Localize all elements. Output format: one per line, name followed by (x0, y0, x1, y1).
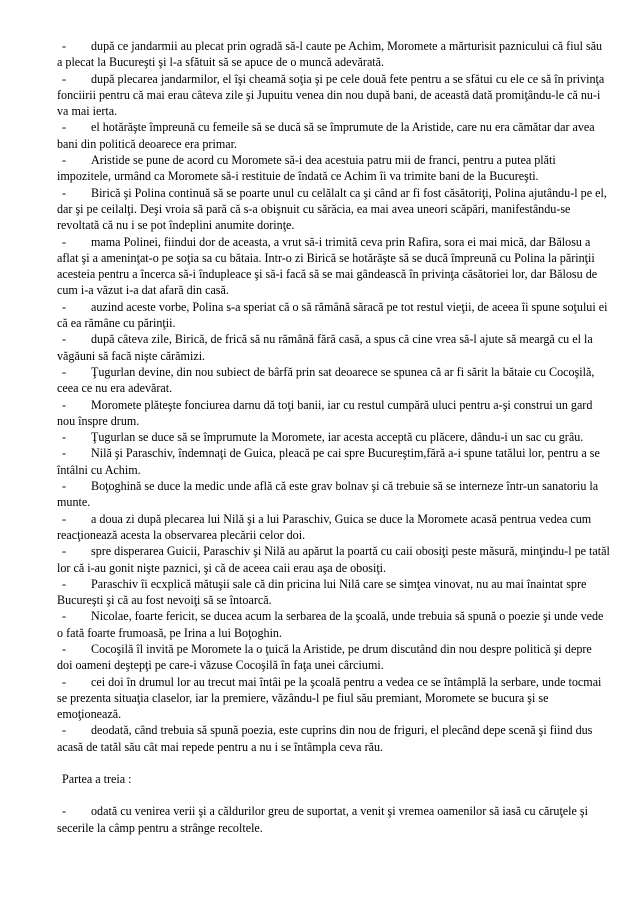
summary-item (57, 803, 610, 836)
bullet-dash: - (62, 430, 67, 445)
summary-item (57, 445, 610, 478)
summary-item (57, 152, 610, 185)
summary-item (57, 71, 610, 120)
bullet-dash: - (62, 397, 67, 412)
summary-item (57, 119, 610, 152)
summary-item-text: cei doi în drumul lor au trecut mai întâi pe la şcoală pentru a vedea ce se întâmplă la serbare, unde tocmai se prezenta situaţia claselor, iar la premiere, văzându-l pe fiul său premiant, Moromete se bucura şi se emoţionează. (57, 674, 602, 722)
bullet-dash: - (62, 364, 67, 379)
summary-item-text: Cocoşilă îl invită pe Moromete la o ţuică la Aristide, pe drum discutând din nou despre politică şi depre doi oameni deştepţi pe care-i văzuse Cocoşilă în faţa unei cârciumi. (57, 641, 592, 673)
bullet-dash: - (62, 234, 67, 249)
summary-item (57, 299, 610, 332)
bullet-dash: - (62, 641, 67, 656)
bullet-dash: - (62, 332, 67, 347)
summary-item (57, 364, 610, 397)
summary-item (57, 722, 610, 755)
summary-item-text: Boţoghină se duce la medic unde află că este grav bolnav şi că trebuie să se interneze într-un sanatoriu la munte. (57, 479, 599, 510)
summary-item-text: după câteva zile, Birică, de frică să nu rămână fără casă, a spus că cine vrea să-l ajute să meargă cu el la văgăuni să facă nişte cărămizi. (57, 332, 593, 363)
bullet-dash: - (62, 39, 67, 53)
summary-item-text: după ce jandarmii au plecat prin ogradă să-l caute pe Achim, Moromete a mărturisit paznicului că fiul său a plecat la Bucureşti şi l-a sfătuit să se apuce de o muncă adevărată. (57, 39, 603, 70)
summary-item (57, 641, 610, 674)
bullet-dash: - (62, 804, 67, 819)
summary-item (57, 478, 610, 511)
bullet-dash: - (62, 479, 67, 494)
summary-item (57, 576, 610, 609)
bullet-dash: - (62, 153, 67, 168)
summary-item-text: auzind aceste vorbe, Polina s-a speriat că o să rămână săracă pe tot restul vieţii, de aceea îi spune soţului ei că ea rămâne cu părinţii. (57, 299, 608, 331)
summary-item-text: Ţugurlan devine, din nou subiect de bârfă prin sat deoarece se spunea că ar fi sărit la bătaie cu Cocoşilă, ceea ce nu era adevărat. (57, 364, 595, 396)
summary-item (57, 511, 610, 544)
summary-item-text: după plecarea jandarmilor, el îşi cheamă soţia şi pe cele două fete pentru a se sfătui cu ele ce să în privinţa fonciirii pentru că mai erau câteva zile şi Jupuitu venea din nou după bani, de această dată promiţându-le că nu-i va mai ierta. (57, 71, 605, 119)
summary-item (57, 38, 610, 71)
summary-item (57, 185, 610, 234)
summary-item-text: Nicolae, foarte fericit, se ducea acum la serbarea de la şcoală, unde trebuia să spună o poezie şi unde vede o fată foarte frumoasă, pe Irina a lui Boţoghin. (57, 609, 604, 640)
summary-item-text: mama Polinei, fiindui dor de aceasta, a vrut să-i trimită ceva prin Rafira, sora ei mai mică, dar Bălosu a aflat şi a ameninţat-o pe soţia sa cu bătaia. Intr-o zi Birică se hotărăşte să se ducă împreună cu Polina la părinţii acesteia pentru a încerca să-i îndupleace şi să-i facă să se mai gândească în privinţa căsătoriei lor, dar Bălosu de cum i-a văzut i-a dat afară din casă. (57, 234, 598, 298)
summary-item (57, 608, 610, 641)
bullet-dash: - (62, 185, 67, 200)
bullet-dash: - (62, 544, 67, 559)
summary-list-part-two (57, 38, 610, 755)
summary-item-text: Moromete plăteşte fonciurea darnu dă toţi banii, iar cu restul cumpără uluci pentru a-şi construi un gard nou înspre drum. (57, 397, 593, 428)
summary-item (57, 543, 610, 576)
summary-item (57, 674, 610, 723)
bullet-dash: - (62, 723, 67, 738)
bullet-dash: - (62, 674, 67, 689)
summary-item-text: Ţugurlan se duce să se împrumute la Moromete, iar acesta acceptă cu plăcere, dându-i un sac cu grâu. (91, 430, 584, 445)
summary-item-text: Aristide se pune de acord cu Moromete să-i dea acestuia patru mii de franci, pentru a putea plăti impozitele, urmând ca Moromete să-i restituie de îndată ce Achim îi va trimite bani de la Bucureşti. (57, 153, 556, 184)
summary-list-part-three (57, 803, 610, 836)
summary-item-text: deodată, când trebuia să spună poezia, este cuprins din nou de friguri, el plecând depe scenă şi fiind dus acasă de tatăl său cât mai repede pentru a nu i se întâmpla ceva rău. (57, 723, 593, 754)
bullet-dash: - (62, 299, 67, 314)
summary-item-text: spre disperarea Guicii, Paraschiv şi Nilă au apărut la poartă cu caii obosiţi peste măsură, minţindu-l pe tatăl lor că i-au gonit nişte paznici, şi că de aceea caii erau aşa de obosiţi. (57, 544, 610, 575)
summary-item (57, 331, 610, 364)
bullet-dash: - (62, 609, 67, 624)
bullet-dash: - (62, 120, 67, 135)
summary-item-text: el hotărăşte împreună cu femeile să se ducă să se împrumute de la Aristide, care nu era cămătar dar avea bani din politică deoarece era primar. (57, 120, 595, 151)
summary-item-text: Paraschiv îi ecxplică mătuşii sale că din pricina lui Nilă care se simţea vinovat, nu au mai înaintat spre Bucureşti şi că au fost nevoiţi să se întoarcă. (57, 576, 587, 608)
summary-item-text: a doua zi după plecarea lui Nilă şi a lui Paraschiv, Guica se duce la Moromete acasă pentrua vedea cum reacţionează acesta la observarea plecării celor doi. (57, 511, 592, 542)
bullet-dash: - (62, 576, 67, 591)
bullet-dash: - (62, 71, 67, 86)
summary-item-text: odată cu venirea verii şi a căldurilor greu de suportat, a venit şi vremea oamenilor să iasă cu căruţele şi secerile la câmp pentru a strânge recoltele. (57, 804, 588, 835)
bullet-dash: - (62, 446, 67, 461)
bullet-dash: - (62, 511, 67, 526)
summary-item (57, 397, 610, 430)
document-page (57, 38, 610, 836)
summary-item (57, 429, 610, 445)
summary-item (57, 234, 610, 299)
section-heading: Partea a treia : (62, 772, 132, 787)
summary-item-text: Birică şi Polina continuă să se poarte unul cu celălalt ca şi când ar fi fost căsătoriţi, Polina ajutându-l pe el, dar şi pe ceilalţi. Deşi vroia să pară că s-a obişnuit cu sărăcia, ea mai avea uneori scăpări, manifestându-se revoltată că nu i se pot îndeplini anumite dorinţe. (57, 185, 607, 233)
summary-item-text: Nilă şi Paraschiv, îndemnaţi de Guica, pleacă pe cai spre Bucureştim,fără a-i spune tatălui lor, pentru a se întâlni cu Achim. (57, 446, 600, 477)
